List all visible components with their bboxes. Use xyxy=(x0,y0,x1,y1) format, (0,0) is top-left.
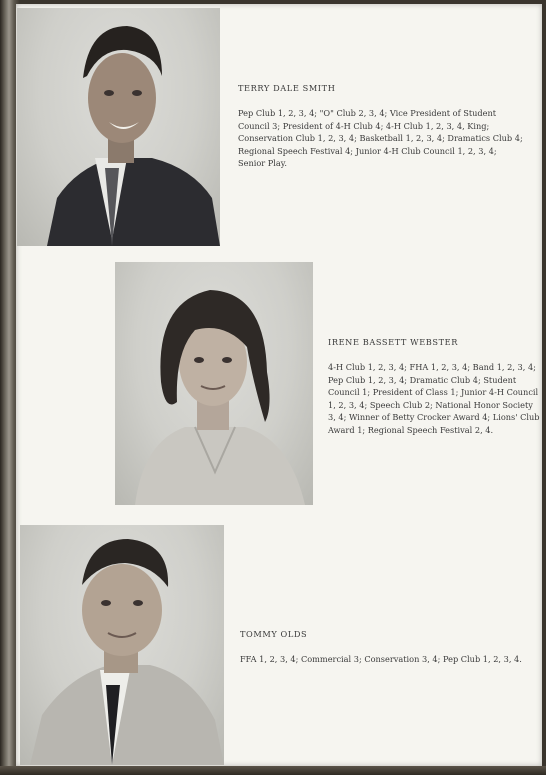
student-activities: FFA 1, 2, 3, 4; Commercial 3; Conservation 3, 4; Pep Club 1, 2, 3, 4. xyxy=(240,654,522,664)
student-entry-irene xyxy=(328,337,540,437)
student-name: TERRY DALE SMITH xyxy=(238,83,336,93)
student-activities: 4-H Club 1, 2, 3, 4; FHA 1, 2, 3, 4; Band 1, 2, 3, 4; Pep Club 1, 2, 3, 4; Dramatic Club 4; Student Council 1; President of Class 1; Junior 4-H Council 1, 2, 3, 4; Speech Club 2; National Honor Society 3, 4; Winner of Betty Crocker Award 4; Lions' Club Award 1; Regional Speech Festival 2, 4. xyxy=(328,362,540,435)
portrait-photo-terry xyxy=(17,8,220,246)
page-bottom-edge xyxy=(0,766,546,775)
student-entry-tommy xyxy=(240,629,534,666)
yearbook-page xyxy=(16,4,542,766)
portrait-photo-irene xyxy=(115,262,313,505)
student-name: TOMMY OLDS xyxy=(240,629,308,639)
student-activities: Pep Club 1, 2, 3, 4; "O" Club 2, 3, 4; Vice President of Student Council 3; President of 4-H Club 4; 4-H Club 1, 2, 3, 4, King; Conservation Club 1, 2, 3, 4; Basketball 1, 2, 3, 4; Dramatics Club 4; Regional Speech Festival 4; Junior 4-H Club Council 1, 2, 3, 4; Senior Play. xyxy=(238,108,523,169)
portrait-photo-tommy xyxy=(20,525,224,765)
student-entry-terry xyxy=(238,83,524,170)
student-name: IRENE BASSETT WEBSTER xyxy=(328,337,458,347)
